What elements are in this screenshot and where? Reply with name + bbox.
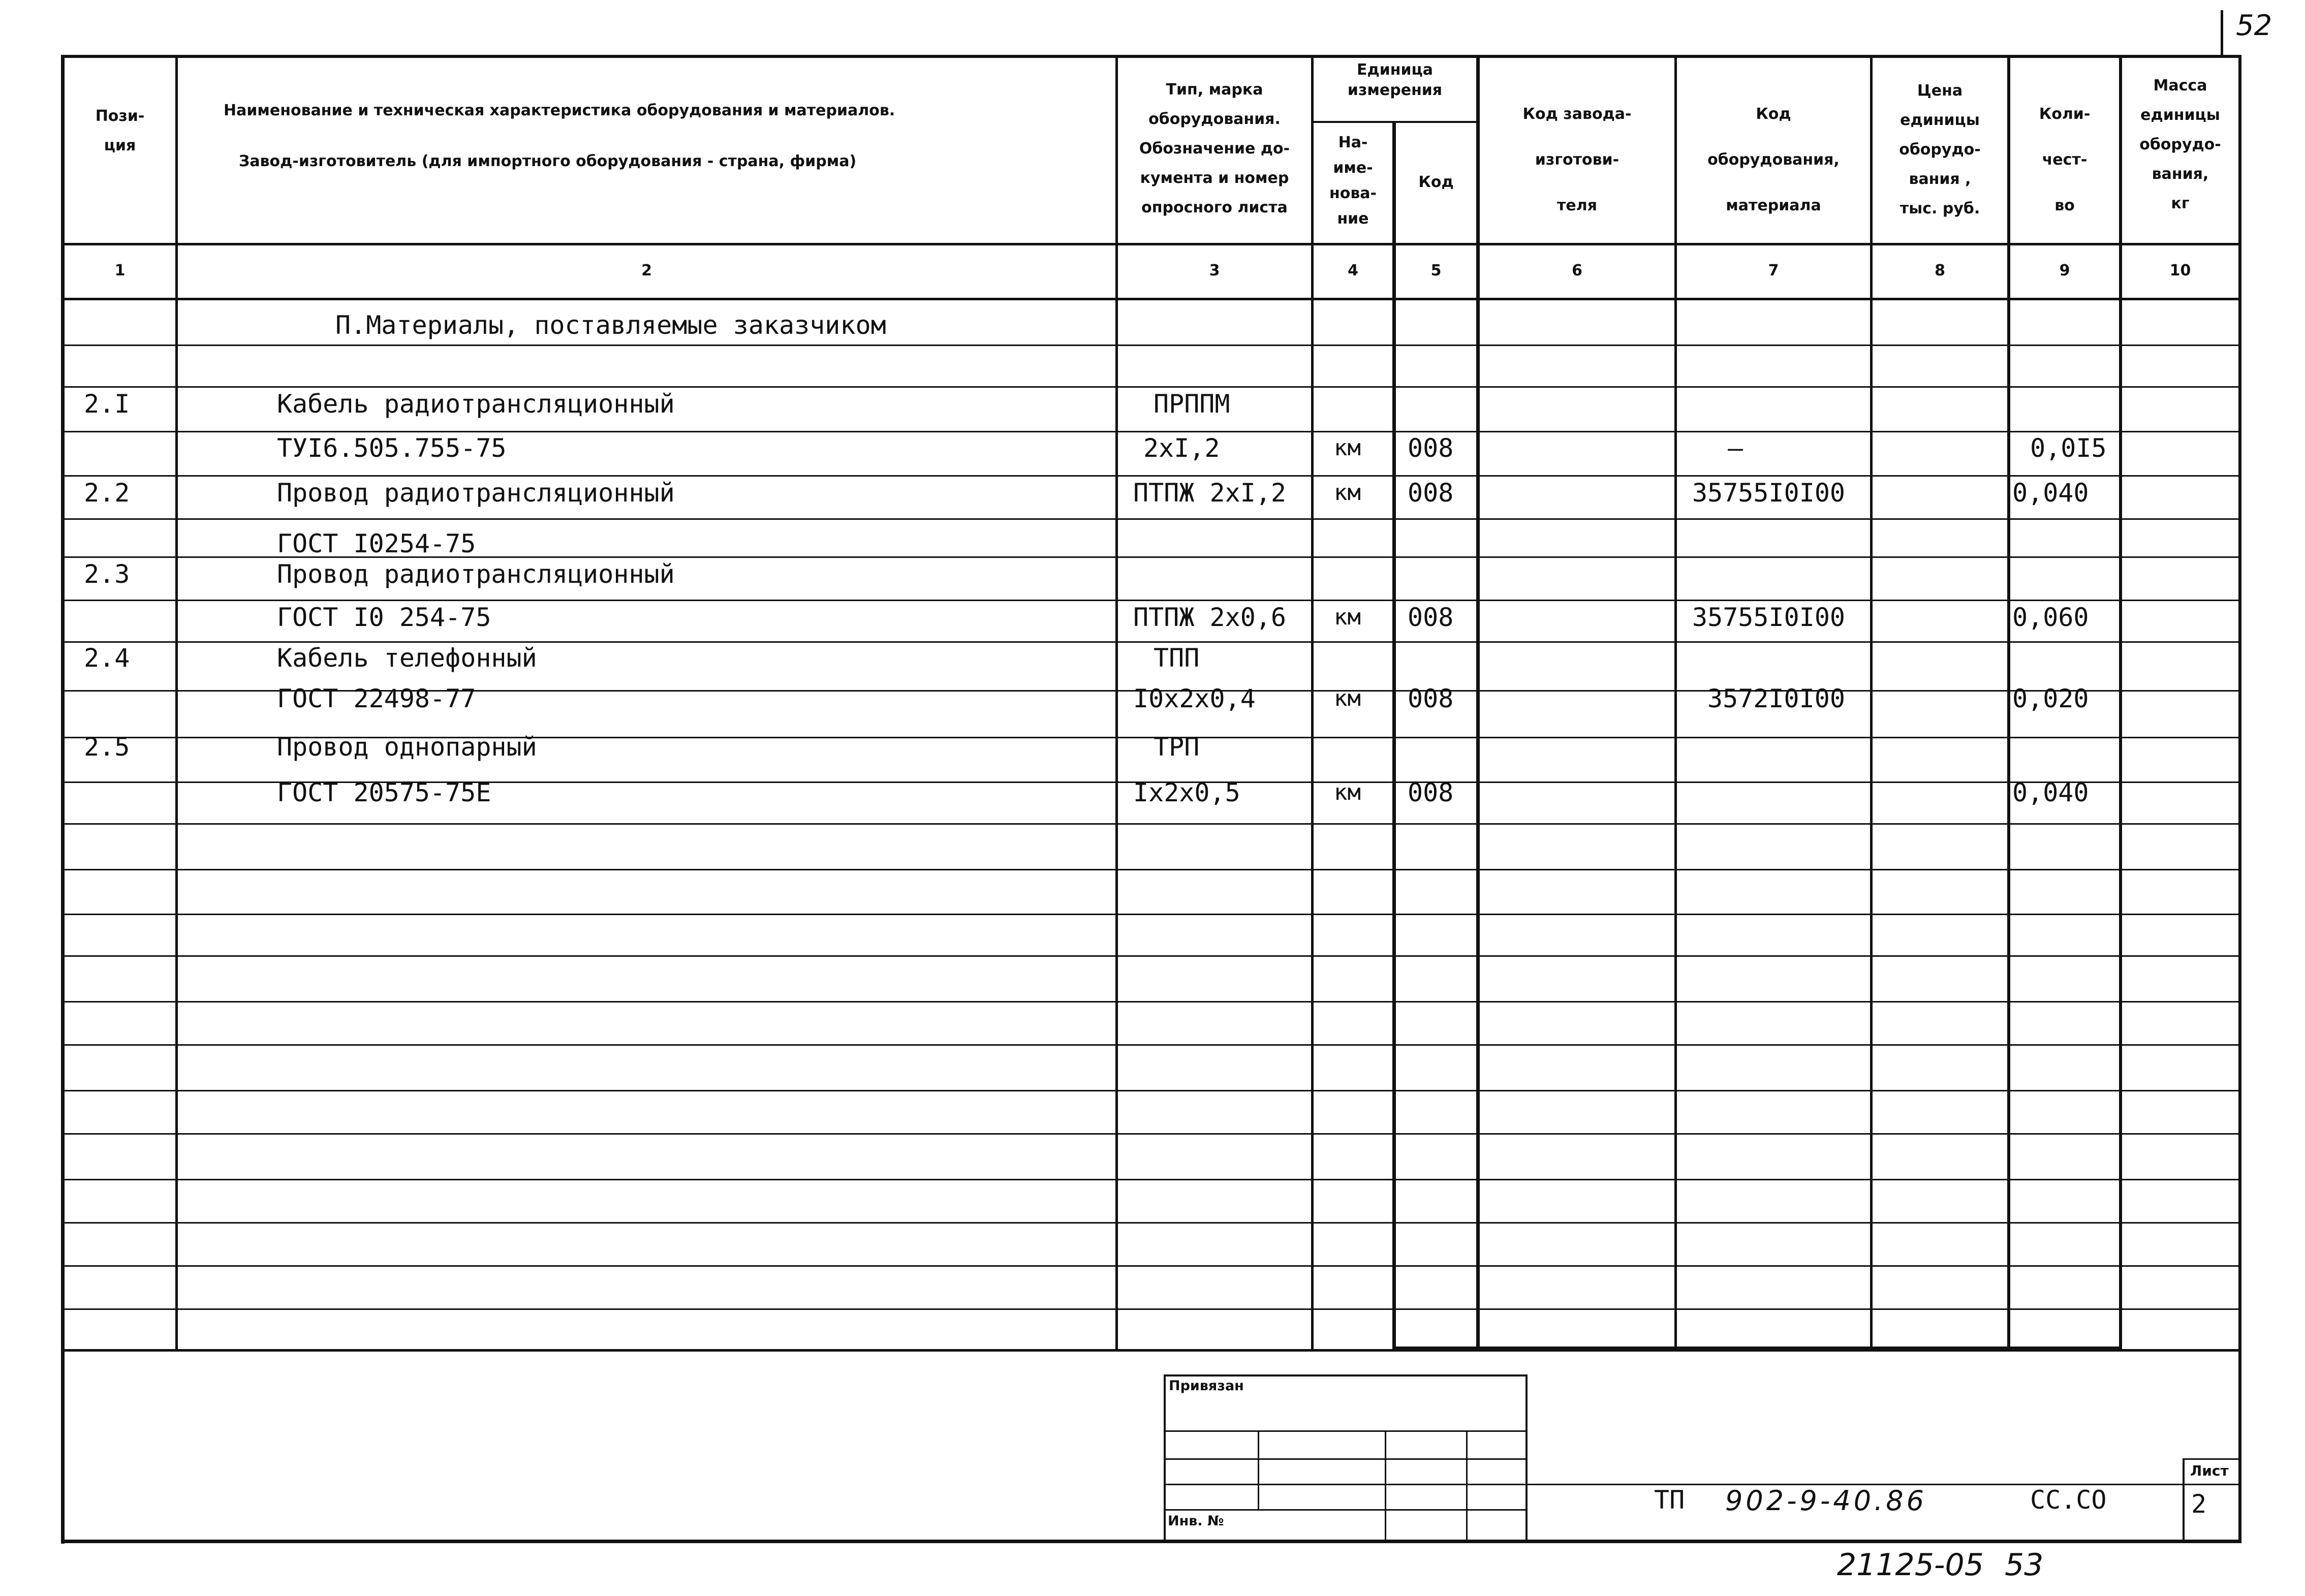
- stamp-privyazan: Привязан: [1169, 1378, 1244, 1394]
- row-line: [61, 914, 2241, 915]
- cell-type: 2хI,2: [1143, 433, 1220, 463]
- page-number: 52: [2236, 9, 2272, 42]
- cell-unit: км: [1334, 480, 1361, 506]
- header-plant-code: Код завода- изготови- теля: [1522, 105, 1632, 214]
- sheet-number: 2: [2191, 1489, 2207, 1519]
- header-equip-code: Код оборудования, материала: [1707, 105, 1840, 214]
- row-line: [61, 1133, 2241, 1135]
- footer-number: 21125-05: [1837, 1547, 1984, 1583]
- stamp-line-b: [1164, 1458, 1527, 1460]
- cell-position: 2.2: [84, 478, 130, 508]
- row-line: [61, 823, 2241, 825]
- cell-equip-code: 35755I0I00: [1692, 478, 1846, 508]
- col-sep-8: [2007, 55, 2010, 1351]
- cell-quantity: 0,040: [2012, 478, 2089, 508]
- row-line: [61, 1222, 2241, 1224]
- doc-suffix: СС.СО: [2030, 1485, 2107, 1515]
- row-line: [61, 1001, 2241, 1003]
- cell-position: 2.3: [84, 559, 130, 589]
- row-line: [61, 869, 2241, 870]
- cell-type: ПТПЖ 2хI,2: [1133, 478, 1287, 508]
- col-sep-9: [2119, 55, 2122, 1351]
- stamp-line-d: [1164, 1509, 1527, 1511]
- header-price: Цена единицы оборудо- вания , тыс. руб.: [1899, 82, 1981, 217]
- header-name-line1: Наименование и техническая характеристика оборудования и материалов.: [224, 102, 895, 119]
- frame-bottom: [61, 1540, 2241, 1543]
- cell-quantity: 0,020: [2012, 684, 2089, 713]
- cell-unit-code: 008: [1408, 433, 1454, 463]
- cell-quantity: 0,0I5: [2030, 433, 2107, 463]
- section-title: П.Материалы, поставляемые заказчиком: [335, 310, 886, 340]
- cell-type: ТПП: [1154, 643, 1200, 673]
- cell-equip-code: 3572I0I00: [1707, 684, 1845, 713]
- col-sep-5: [1476, 55, 1480, 1351]
- stamp-line-a: [1164, 1430, 1527, 1432]
- cell-name: Кабель радиотрансляционный: [277, 389, 675, 419]
- cell-name: Провод радиотрансляционный: [277, 559, 675, 589]
- cell-type: ПТПЖ 2х0,6: [1133, 603, 1287, 632]
- colnum-3: 3: [1209, 262, 1220, 279]
- header-unit-code: Код: [1418, 173, 1454, 191]
- cell-unit-code: 008: [1408, 684, 1454, 713]
- cell-name: ГОСТ 22498-77: [277, 684, 476, 713]
- colnum-bottom: [61, 298, 2241, 300]
- colnum-8: 8: [1935, 262, 1945, 279]
- cell-type: ПРППМ: [1154, 389, 1230, 419]
- row-line: [61, 1090, 2241, 1091]
- col-sep-6: [1674, 55, 1677, 1351]
- sheet-box-top: [2183, 1458, 2241, 1460]
- frame-right: [2238, 55, 2241, 1541]
- row-line: [61, 1044, 2241, 1046]
- frame-left: [61, 55, 65, 1544]
- col-sep-1: [175, 55, 178, 1351]
- cell-unit-code: 008: [1408, 478, 1454, 508]
- cell-position: 2.5: [84, 732, 130, 762]
- col-sep-7: [1870, 55, 1873, 1351]
- cell-type: Iх2х0,5: [1133, 778, 1240, 807]
- row-line: [61, 1179, 2241, 1180]
- row-line: [61, 518, 2241, 520]
- footer-page: 53: [2005, 1547, 2044, 1583]
- cell-name: ГОСТ 20575-75Е: [277, 778, 491, 807]
- sheet-box-mid: [2183, 1484, 2241, 1485]
- cell-unit-code: 008: [1408, 603, 1454, 632]
- row-line: [61, 431, 2241, 432]
- stamp-vline-2: [1385, 1430, 1386, 1540]
- header-mass: Масса единицы оборудо- вания, кг: [2139, 77, 2221, 212]
- header-quantity: Коли- чест- во: [2039, 105, 2091, 214]
- cell-unit: км: [1334, 685, 1361, 711]
- body-bottom-bold: [1392, 1347, 2122, 1350]
- page-number-bar: [2221, 10, 2223, 55]
- sheet-label: Лист: [2190, 1462, 2229, 1479]
- cell-position: 2.4: [84, 643, 130, 673]
- stamp-vline-1: [1258, 1430, 1259, 1509]
- colnum-9: 9: [2059, 262, 2070, 279]
- colnum-6: 6: [1572, 262, 1582, 279]
- header-type: Тип, марка оборудования. Обозначение до- кумента и номер опросного листа: [1139, 81, 1290, 216]
- cell-type: ТРП: [1154, 732, 1200, 762]
- cell-unit: км: [1334, 604, 1361, 630]
- cell-name: ГОСТ I0 254-75: [277, 603, 491, 632]
- doc-prefix: ТП: [1654, 1485, 1685, 1515]
- row-line: [61, 955, 2241, 957]
- row-line: [61, 345, 2241, 346]
- header-unit: Единица измерения: [1347, 61, 1443, 99]
- cell-equip-code: –: [1728, 433, 1743, 463]
- col-sep-4: [1392, 121, 1396, 1351]
- colnum-1: 1: [114, 262, 126, 279]
- header-position: Пози- ция: [95, 107, 145, 154]
- row-line: [61, 1265, 2241, 1267]
- cell-unit: км: [1334, 779, 1361, 805]
- cell-name: Кабель телефонный: [277, 643, 537, 673]
- cell-name: Провод радиотрансляционный: [277, 478, 675, 508]
- cell-name: Провод однопарный: [277, 732, 537, 762]
- colnum-2: 2: [641, 262, 652, 279]
- sheet-box-left: [2183, 1458, 2185, 1542]
- row-line: [61, 386, 2241, 388]
- colnum-5: 5: [1430, 262, 1442, 279]
- header-unit-name: На- име- нова- ние: [1329, 134, 1377, 228]
- row-line: [61, 1308, 2241, 1310]
- doc-number: 902-9-40.86: [1725, 1485, 1927, 1517]
- frame-top: [61, 55, 2241, 58]
- cell-position: 2.I: [84, 389, 130, 419]
- stamp-vline-3: [1466, 1430, 1468, 1540]
- cell-unit: км: [1334, 435, 1361, 461]
- row-line: [61, 475, 2241, 477]
- header-name-line2: Завод-изготовитель (для импортного оборудования - страна, фирма): [239, 152, 857, 170]
- header-bottom: [61, 243, 2241, 245]
- stamp-line-top: [1164, 1374, 1527, 1376]
- cell-unit-code: 008: [1408, 778, 1454, 807]
- cell-name: ТУI6.505.755-75: [277, 433, 507, 463]
- col-sep-2: [1115, 55, 1118, 1351]
- cell-quantity: 0,060: [2012, 603, 2089, 632]
- cell-type: I0х2х0,4: [1133, 684, 1256, 713]
- cell-equip-code: 35755I0I00: [1692, 603, 1846, 632]
- cell-name: ГОСТ I0254-75: [277, 529, 476, 558]
- cell-quantity: 0,040: [2012, 778, 2089, 807]
- stamp-inv: Инв. №: [1168, 1513, 1224, 1529]
- colnum-10: 10: [2169, 262, 2191, 279]
- row-line: [61, 600, 2241, 601]
- colnum-7: 7: [1768, 262, 1779, 279]
- colnum-4: 4: [1348, 262, 1358, 279]
- col-sep-3: [1311, 55, 1314, 1351]
